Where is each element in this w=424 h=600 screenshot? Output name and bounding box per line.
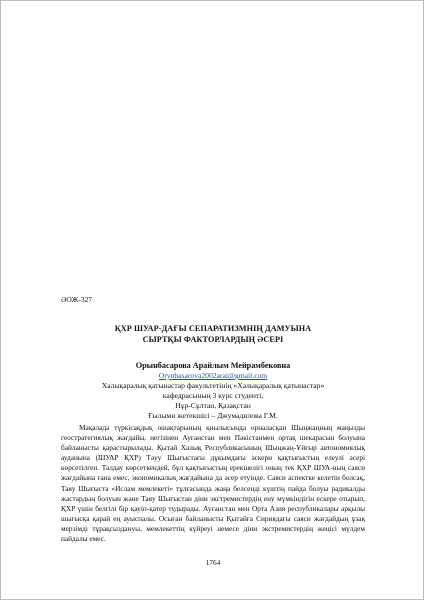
author-email-link[interactable]: Orynbasarova2002arai@gmail.com: [158, 371, 268, 380]
article-title: [1, 323, 424, 345]
affiliation-line-2: кафедрасының 3 курс студенті,: [162, 391, 264, 400]
abstract-paragraph: Мақалада түркісақдық ошақтарының қиылысында орналасқан Шыңжаңның маңызды геостратегиялық жағдайы, негізінен Ауғанстан мен Пәкістанмен ортақ шекарасын болуына байланысты қарастырылады. Қытай Халық Республикасының Шыңжаң-Ұйғыр автономиялық ауданына (ШУАР ҚХР) Тәуу Шығыстағы дұкымдағы әскери қақтығыстың елеулі әсері көрсетілген. Талдау көрсеткендей, бұл қақтығыстың ерекшелігі оның тек ҚХР ШУА-ның саяси жағдайына ғана емес, экономикалық жағдайына да әсер етуінде. Саяси аспектке келетін болсақ, Таяу Шығыста «Ислам мемлекеті» тұлғасында жаңа белсенді күштің пайда болуы радикалды жастардың болуын және Таяу Шығыстан діни экстремистердің ену мүмкіндігін ескере отырып, ҚХР үшін белгілі бір қауіп-қатер тудырады. Ауғанстан мен Орта Азия республикалары арқылы шығысқа қарай ең ауыспалы. Осыған байланысты Қытайға Сириядағы саяси жағдайдың ұзақ мерзімді тұрақсыздануы, мемлекеттің күйреуі немесе діни экстремистердің жеңісі мүлдем пайдалы емес.: [61, 423, 365, 544]
title-line-1: ҚХР ШУАР-ДАҒЫ СЕПАРАТИЗМНІҢ ДАМУЫНА: [114, 324, 312, 333]
udc-code: ӘОЖ-327: [61, 295, 93, 304]
author-block: [1, 360, 424, 421]
supervisor-line: Ғылыми жетекшісі – Джумадилова Г.М.: [148, 411, 278, 420]
affiliation-line-1: Халықаралық қатынастар факультетінің «Халықаралық қатынастар»: [101, 381, 325, 390]
page-number: 1764: [205, 558, 221, 567]
title-line-2: СЫРТҚЫ ФАКТОРЛАРДЫҢ ӘСЕРІ: [142, 335, 284, 344]
author-name: Орынбасарова Арайлым Мейрамбековна: [135, 361, 291, 370]
affiliation-line-3: Нұр-Сұлтан, Қазақстан: [175, 401, 251, 410]
